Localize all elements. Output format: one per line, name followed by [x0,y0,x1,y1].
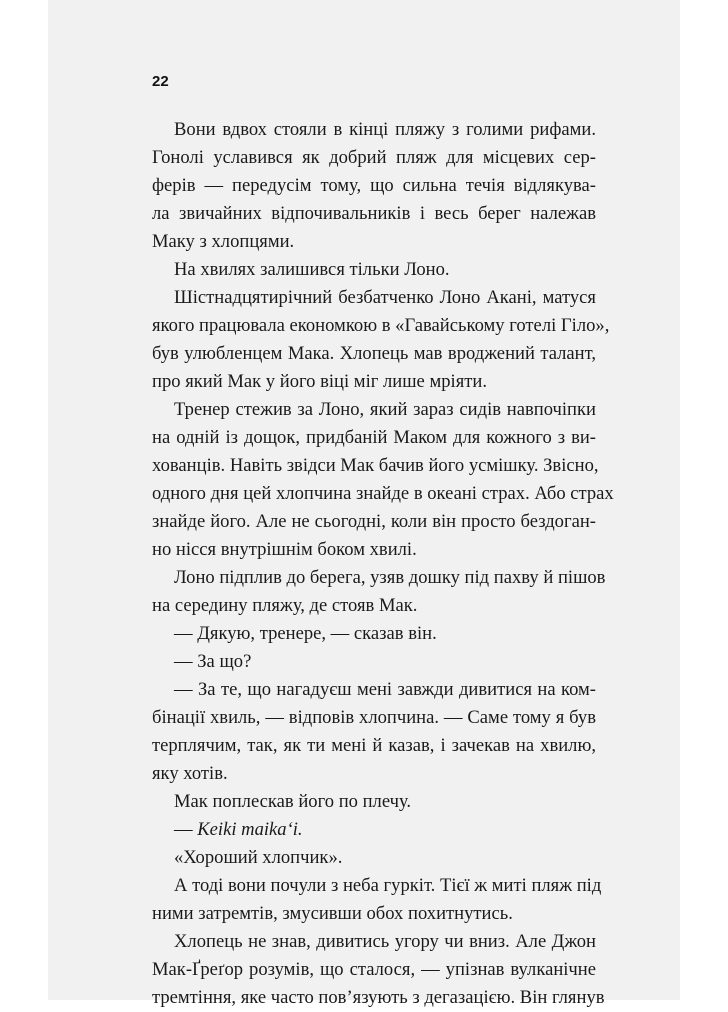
text-line: хованців. Навіть звідси Мак бачив його усмішку. Звісно, [152,455,599,476]
text-line: но нісся внутрішнім боком хвилі. [152,539,417,560]
body-text [152,116,614,1012]
text-line: А тоді вони почули з неба гуркіт. Тієї ж миті пляж під [174,875,602,896]
text-line: Лоно підплив до берега, узяв дошку під пахву й пішов [174,567,606,588]
text-line: на одній із дощок, придбаній Маком для кожного з ви- [152,427,596,448]
text-line: бінації хвиль, — відповів хлопчина. — Саме тому я був [152,707,596,728]
text-line: — Keiki maika‘i. [174,819,303,840]
text-line: ла звичайних відпочивальників і весь берег належав [152,203,596,224]
text-line: знайде його. Але не сьогодні, коли він просто бездоган- [152,511,596,532]
text-line: про який Мак у його віці міг лише мріяти. [152,371,487,392]
text-line: якого працювала економкою в «Гавайському готелі Гіло», [152,315,610,336]
text-line: на середину пляжу, де стояв Мак. [152,595,418,616]
text-line: одного дня цей хлопчина знайде в океані страх. Або страх [152,483,614,504]
text-line: був улюбленцем Мака. Хлопець мав вроджений талант, [152,343,596,364]
text-line: — За що? [174,651,252,672]
text-line: тремтіння, яке часто пов’язують з дегазацією. Він глянув [152,987,605,1008]
text-line: Маку з хлопцями. [152,231,295,252]
text-line: — Дякую, тренере, — сказав він. [174,623,437,644]
page-number: 22 [152,73,169,90]
text-line: Шістнадцятирічний безбатченко Лоно Акані, матуся [174,287,596,308]
text-line: Гонолі уславився як добрий пляж для місцевих сер- [152,147,596,168]
text-line: Мак-Ґреґор розумів, що сталося, — упізнав вулканічне [152,959,596,980]
text-line: ними затремтів, змусивши обох похитнутись. [152,903,513,924]
text-line: «Хороший хлопчик». [174,847,343,868]
text-line: На хвилях залишився тільки Лоно. [174,259,450,280]
text-line: Вони вдвох стояли в кінці пляжу з голими рифами. [174,119,596,140]
text-line: Хлопець не знав, дивитись угору чи вниз. Але Джон [174,931,596,952]
text-line: Тренер стежив за Лоно, який зараз сидів навпочіпки [174,399,596,420]
text-line: ферів — передусім тому, що сильна течія відлякува- [152,175,596,196]
text-line: Мак поплескав його по плечу. [174,791,412,812]
text-line: терплячим, так, як ти мені й казав, і зачекав на хвилю, [152,735,596,756]
text-line: яку хотів. [152,763,228,784]
text-line: — За те, що нагадуєш мені завжди дивитися на ком- [174,679,596,700]
